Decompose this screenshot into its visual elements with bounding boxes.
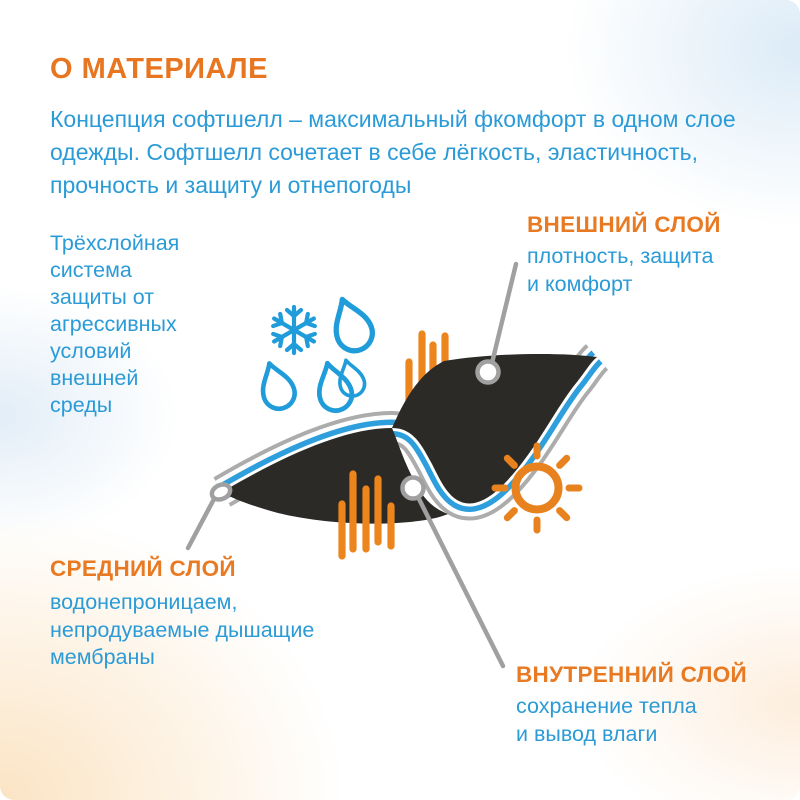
outer-layer-description — [527, 243, 721, 298]
water-drop-icon — [312, 359, 356, 414]
outer-layer-desc-line: плотность, защита — [527, 244, 714, 268]
inner-layer-title: ВНУТРЕННИЙ СЛОЙ — [516, 662, 747, 687]
outer-layer-desc-line: и комфорт — [527, 271, 633, 296]
middle-layer-desc-line: мембраны — [50, 645, 155, 669]
side-note-line: агрессивных — [50, 312, 177, 336]
intro-paragraph — [50, 103, 736, 202]
side-note-line: внешней — [50, 366, 139, 390]
middle-layer-label — [50, 556, 314, 672]
callout-circle-outer-layer — [478, 362, 499, 383]
water-drop-icon — [326, 293, 378, 356]
intro-line: Концепция софтшелл – максимальный фкомфорт в одном слое — [50, 106, 736, 132]
intro-line: прочность и защиту и отнепогоды — [50, 172, 412, 198]
water-drop-icon — [254, 359, 298, 413]
side-note-line: Трёхслойная — [50, 231, 180, 255]
side-note-line: защиты от — [50, 285, 155, 309]
callout-circle-inner-layer — [403, 478, 424, 499]
inner-layer-desc-line: сохранение тепла — [516, 694, 697, 718]
three-layer-system-note — [50, 230, 179, 419]
callout-line-middle-layer — [188, 499, 214, 548]
middle-layer-desc-line: водонепроницаем, — [50, 590, 238, 614]
side-note-line: система — [50, 258, 132, 282]
middle-layer-description — [50, 589, 314, 672]
side-note-line: среды — [50, 393, 113, 417]
inner-layer-desc-line: и вывод влаги — [516, 721, 658, 746]
outer-layer-title: ВНЕШНИЙ СЛОЙ — [527, 212, 721, 237]
intro-line: одежды. Софтшелл сочетает в себе лёгкость, эластичность, — [50, 139, 698, 165]
snowflake-icon — [271, 307, 318, 353]
side-note-line: условий — [50, 339, 132, 363]
middle-layer-title: СРЕДНИЙ СЛОЙ — [50, 556, 236, 581]
callout-line-outer-layer — [492, 264, 516, 363]
outer-layer-label — [527, 212, 721, 298]
inner-layer-label — [516, 662, 747, 748]
inner-layer-description — [516, 693, 747, 748]
middle-layer-desc-line: непродуваемые дышащие — [50, 617, 315, 642]
page-title: О МАТЕРИАЛЕ — [50, 53, 269, 85]
sun-icon — [495, 446, 579, 530]
callout-line-inner-layer — [418, 497, 503, 666]
